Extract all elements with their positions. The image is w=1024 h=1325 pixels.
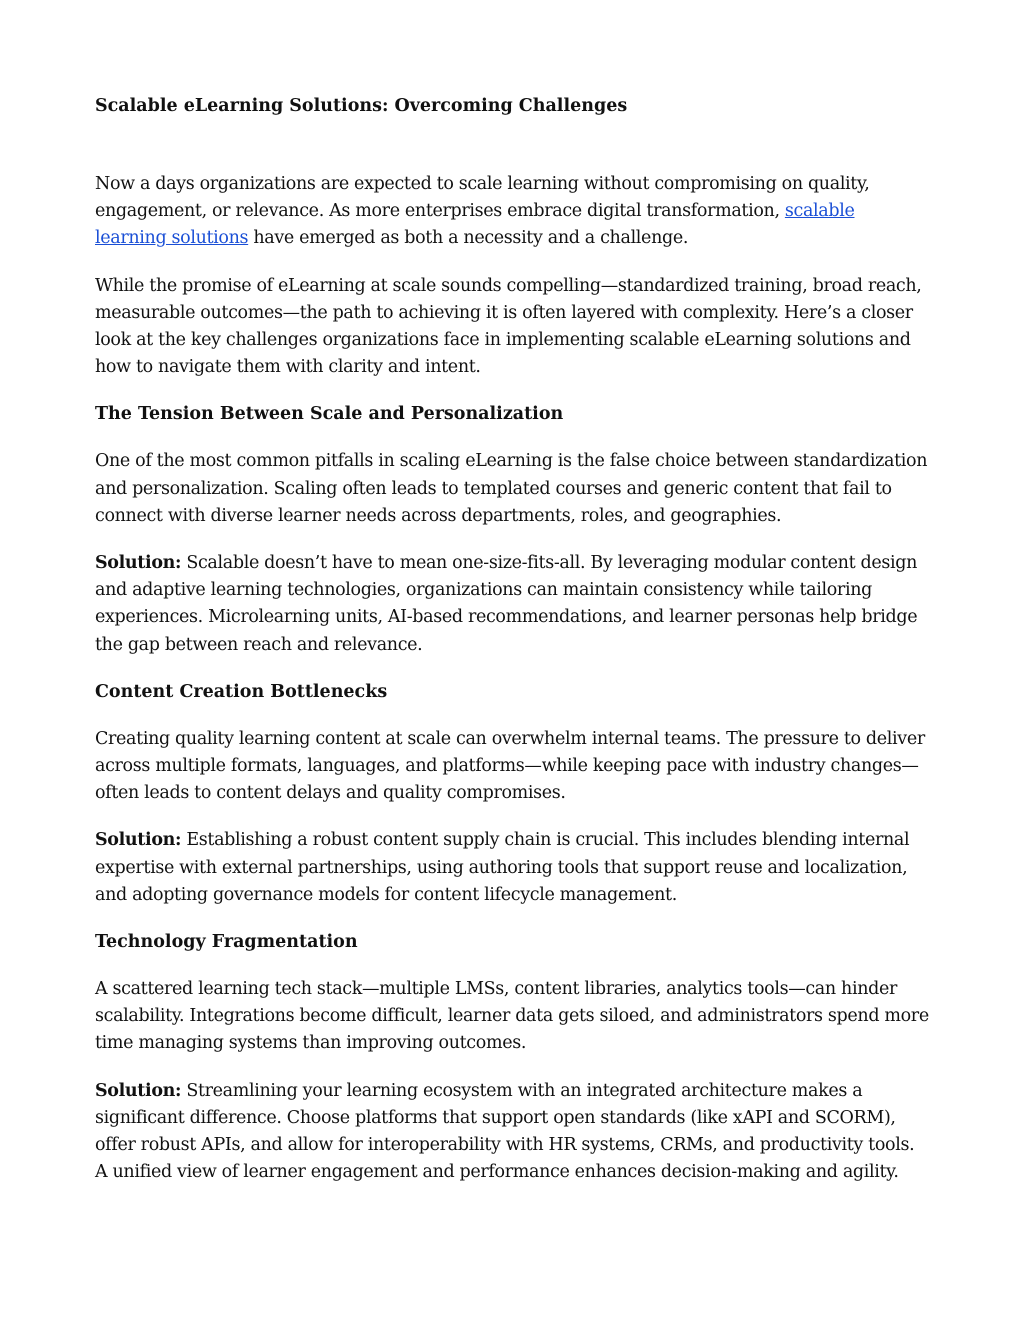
- solution-text: Establishing a robust content supply chain is crucial. This includes blending internal expertise with external partnerships, using authoring tools that support reuse and localization, and adopting governance models for content lifecycle management.: [95, 830, 910, 905]
- intro-text-before-link: Now a days organizations are expected to scale learning without compromising on quality, engagement, or relevance. As more enterprises embrace digital transformation,: [95, 174, 870, 222]
- section-body-content-creation: Creating quality learning content at scale can overwhelm internal teams. The pressure to deliver across multiple formats, languages, and platforms—while keeping pace with industry changes—often leads to content delays and quality compromises.: [95, 728, 925, 804]
- solution-label: Solution:: [95, 553, 182, 574]
- intro-paragraph-2: While the promise of eLearning at scale sounds compelling—standardized training, broad reach, measurable outcomes—the path to achieving it is often layered with complexity. Here’s a closer look at the key challenges organizations face in implementing scalable eLearning solutions and how to navigate them with clarity and intent.: [95, 275, 922, 378]
- scalable-learning-solutions-link[interactable]: scalable learning solutions: [95, 201, 855, 249]
- solution-label: Solution:: [95, 1080, 182, 1101]
- intro-text-after-link: have emerged as both a necessity and a challenge.: [248, 228, 689, 249]
- solution-label: Solution:: [95, 830, 182, 851]
- document-content: [95, 93, 930, 1206]
- section-solution-personalization: [95, 550, 930, 659]
- solution-text: Scalable doesn’t have to mean one-size-fits-all. By leveraging modular content design and adaptive learning technologies, organizations can maintain consistency while tailoring experiences. Microlearning units, AI-based recommendations, and learner personas help bridge the gap between reach and relevance.: [95, 553, 918, 655]
- section-heading-technology-fragmentation: Technology Fragmentation: [95, 932, 358, 953]
- section-heading-content-creation: Content Creation Bottlenecks: [95, 681, 388, 702]
- section-heading-personalization: The Tension Between Scale and Personalization: [95, 404, 564, 425]
- solution-text: Streamlining your learning ecosystem with an integrated architecture makes a significant difference. Choose platforms that support open standards (like xAPI and SCORM), offer robust APIs, and allow for interoperability with HR systems, CRMs, and productivity tools. A unified view of learner engagement and performance enhances decision-making and agility.: [95, 1080, 915, 1183]
- section-solution-content-creation: [95, 827, 930, 909]
- section-solution-technology-fragmentation: [95, 1078, 930, 1187]
- document-title: Scalable eLearning Solutions: Overcoming Challenges: [95, 96, 628, 116]
- section-body-personalization: One of the most common pitfalls in scaling eLearning is the false choice between standardization and personalization. Scaling often leads to templated courses and generic content that fail to connect with diverse learner needs across departments, roles, and geographies.: [95, 451, 928, 526]
- intro-paragraph-1: [95, 171, 930, 253]
- section-body-technology-fragmentation: A scattered learning tech stack—multiple LMSs, content libraries, analytics tools—can hinder scalability. Integrations become difficult, learner data gets siloed, and administrators spend more time managing systems than improving outcomes.: [95, 979, 929, 1054]
